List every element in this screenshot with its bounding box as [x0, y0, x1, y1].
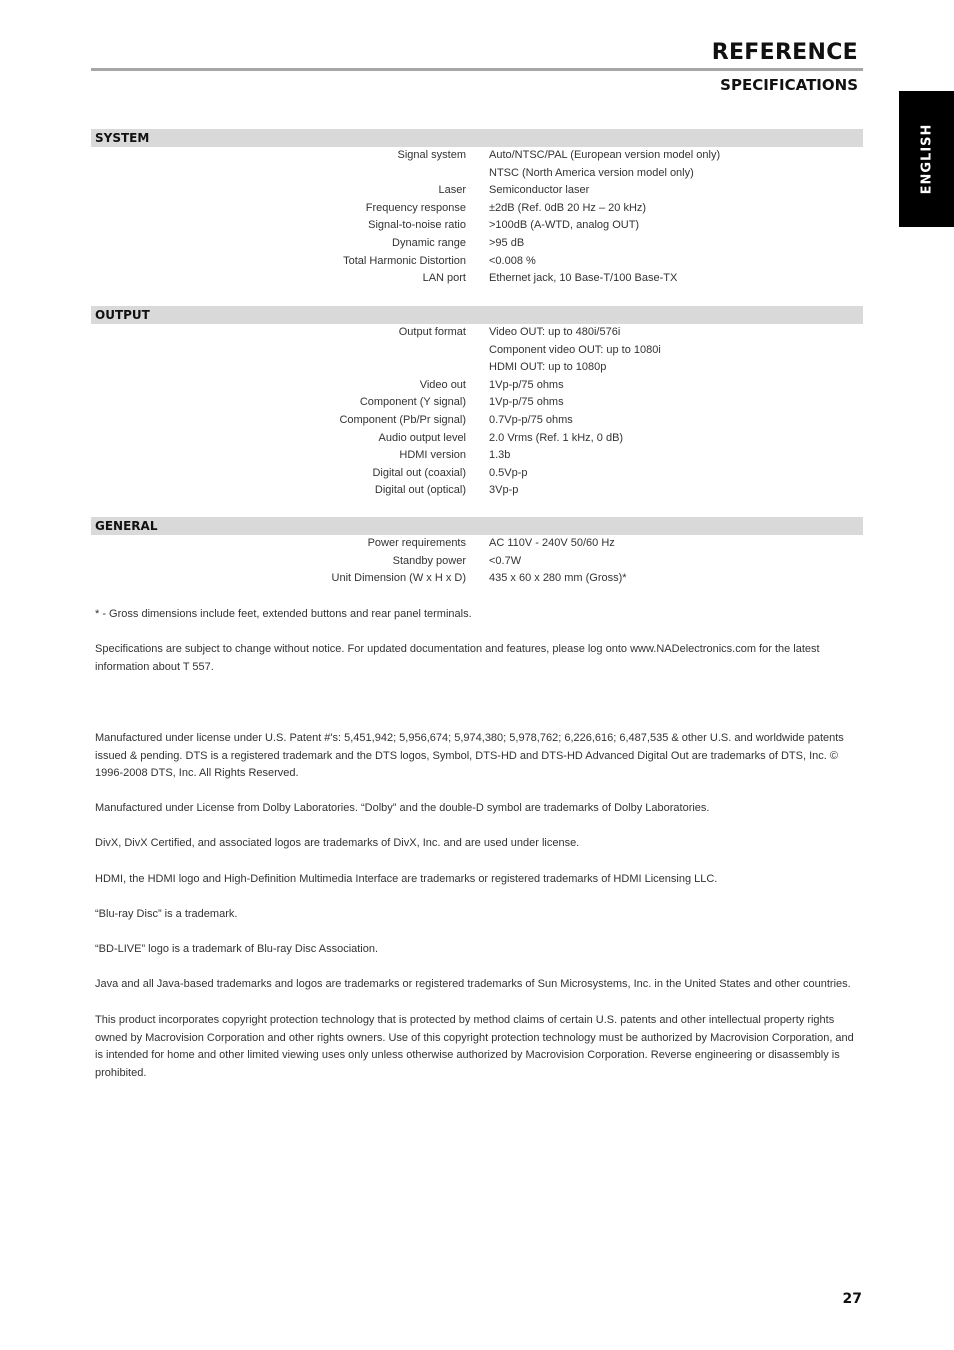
spec-value: 1Vp-p/75 ohms	[489, 396, 564, 409]
spec-row	[91, 553, 863, 571]
spec-row	[91, 165, 863, 183]
spec-label: LAN port	[422, 272, 466, 285]
spec-value: Video OUT: up to 480i/576i	[489, 326, 621, 338]
spec-row	[91, 200, 863, 218]
spec-row	[91, 482, 863, 500]
header-divider	[91, 68, 863, 71]
dts-trademark-note: Manufactured under license under U.S. Patent #'s: 5,451,942; 5,956,674; 5,974,380; 5,978,762; 6,226,616; 6,487,535 & other U.S. and worldwide patents issued & pending. DTS is a registered trademark and the DTS logos, Symbol, DTS-HD and DTS-HD Advanced Digital Out are trademarks of DTS, Inc. © 1996-2008 DTS, Inc. All Rights Reserved.	[95, 732, 844, 780]
spec-row	[91, 253, 863, 271]
spec-label: Power requirements	[367, 537, 466, 549]
macrovision-note: This product incorporates copyright protection technology that is protected by method claims of certain U.S. patents and other intellectual property rights owned by Macrovision Corporation and other rights owners. Use of this copyright protection technology must be authorized by Macrovision Corporation, and is intended for home and other limited viewing uses only unless otherwise authorized by Macrovision Corporation. Reverse engineering or disassembly is prohibited.	[95, 1014, 854, 1079]
spec-row	[91, 430, 863, 448]
spec-label: Signal system	[397, 149, 466, 161]
spec-value: <0.7W	[489, 554, 522, 567]
spec-row	[91, 324, 863, 342]
spec-value: ±2dB (Ref. 0dB 20 Hz – 20 kHz)	[489, 201, 647, 214]
spec-value: 2.0 Vrms (Ref. 1 kHz, 0 dB)	[489, 431, 624, 444]
spec-value: 1.3b	[489, 449, 511, 462]
spec-row	[91, 570, 863, 588]
spec-value: 0.7Vp-p/75 ohms	[489, 413, 573, 426]
spec-row	[91, 377, 863, 395]
section-general	[91, 517, 863, 588]
spec-row	[91, 342, 863, 360]
spec-label: Signal-to-noise ratio	[368, 219, 466, 232]
page-subtitle: SPECIFICATIONS	[720, 76, 858, 94]
spec-label: Dynamic range	[392, 236, 466, 249]
spec-row	[91, 217, 863, 235]
spec-row	[91, 270, 863, 288]
spec-label: Digital out (coaxial)	[372, 466, 466, 479]
spec-row	[91, 147, 863, 165]
spec-value: 435 x 60 x 280 mm (Gross)*	[489, 572, 627, 585]
spec-label: Component (Y signal)	[359, 396, 466, 409]
spec-value: Auto/NTSC/PAL (European version model only)	[489, 149, 721, 161]
spec-row	[91, 465, 863, 483]
bluray-trademark-note: “Blu-ray Disc” is a trademark.	[95, 908, 238, 920]
spec-label: HDMI version	[399, 449, 466, 462]
spec-label: Audio output level	[378, 431, 466, 444]
spec-row	[91, 359, 863, 377]
language-tab-label: ENGLISH	[919, 123, 934, 195]
section-header: OUTPUT	[91, 306, 863, 324]
section-header: SYSTEM	[91, 129, 863, 147]
section-system	[91, 129, 863, 288]
spec-value: Semiconductor laser	[489, 184, 590, 197]
spec-value: 3Vp-p	[489, 484, 519, 497]
spec-label: Digital out (optical)	[374, 484, 466, 497]
spec-label: Standby power	[392, 554, 466, 567]
dolby-trademark-note: Manufactured under License from Dolby Laboratories. “Dolby” and the double-D symbol are trademarks of Dolby Laboratories.	[95, 802, 710, 814]
page-title: REFERENCE	[711, 40, 858, 65]
spec-row	[91, 535, 863, 553]
spec-value: >95 dB	[489, 236, 525, 249]
section-output	[91, 306, 863, 500]
spec-label: Output format	[398, 326, 466, 338]
spec-value: >100dB (A-WTD, analog OUT)	[489, 219, 640, 232]
spec-label: Component (Pb/Pr signal)	[339, 413, 466, 426]
spec-label: Total Harmonic Distortion	[343, 254, 466, 267]
divx-trademark-note: DivX, DivX Certified, and associated logos are trademarks of DivX, Inc. and are used under license.	[95, 837, 580, 849]
spec-label: Unit Dimension (W x H x D)	[331, 572, 466, 585]
page-number: 27	[842, 1291, 862, 1307]
spec-row	[91, 182, 863, 200]
bdlive-trademark-note: “BD-LIVE” logo is a trademark of Blu-ray Disc Association.	[95, 943, 379, 955]
spec-value: Component video OUT: up to 1080i	[489, 343, 661, 356]
spec-row	[91, 394, 863, 412]
section-header: GENERAL	[91, 517, 863, 535]
spec-value: 1Vp-p/75 ohms	[489, 378, 564, 391]
footnote-dimensions: * - Gross dimensions include feet, extended buttons and rear panel terminals.	[95, 608, 472, 620]
spec-value: 0.5Vp-p	[489, 466, 528, 479]
spec-label: Frequency response	[365, 201, 466, 214]
spec-value: <0.008 %	[489, 254, 536, 267]
spec-value: HDMI OUT: up to 1080p	[489, 361, 607, 374]
spec-label: Video out	[419, 378, 466, 391]
spec-value: AC 110V - 240V 50/60 Hz	[489, 537, 615, 549]
spec-row	[91, 412, 863, 430]
spec-row	[91, 447, 863, 465]
spec-row	[91, 235, 863, 253]
spec-label: Laser	[438, 184, 466, 197]
specs-disclaimer: Specifications are subject to change without notice. For updated documentation and features, please log onto www.NADelectronics.com for the latest information about T 557.	[95, 643, 820, 673]
java-trademark-note: Java and all Java-based trademarks and logos are trademarks or registered trademarks of Sun Microsystems, Inc. in the United States and other countries.	[95, 978, 851, 990]
spec-value: Ethernet jack, 10 Base-T/100 Base-TX	[489, 272, 678, 285]
spec-value: NTSC (North America version model only)	[489, 166, 694, 179]
language-tab	[899, 91, 954, 227]
hdmi-trademark-note: HDMI, the HDMI logo and High-Definition Multimedia Interface are trademarks or registered trademarks of HDMI Licensing LLC.	[95, 873, 718, 885]
